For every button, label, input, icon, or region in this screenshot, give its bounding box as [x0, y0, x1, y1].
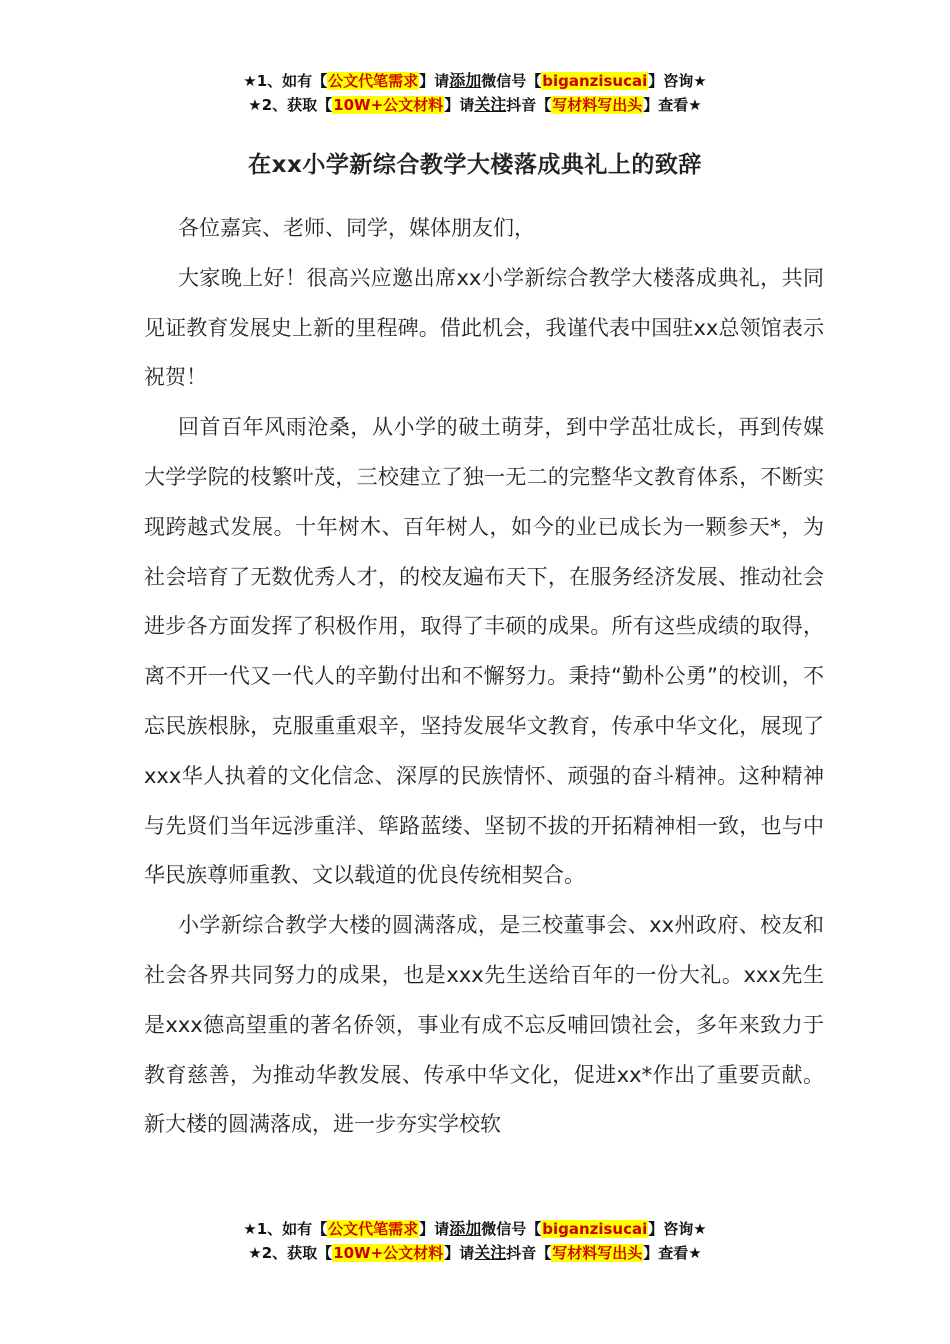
paragraph: 小学新综合教学大楼的圆满落成，是三校董事会、xx州政府、校友和社会各界共同努力的成果，也是xxx先生送给百年的一份大礼。xxx先生是xxx德高望重的著名侨领，事业有成不忘反哺回馈社会，多年来致力于教育慈善，为推动华教发展、传承中华文化，促进xx*作出了重要贡献。新大楼的圆满落成，进一步夯实学校软: [144, 913, 824, 1137]
notice-text: ★1、如有【: [243, 1220, 328, 1238]
notice-text: 】请: [444, 96, 475, 114]
notice-text: 】咨询★: [648, 72, 707, 90]
notice-highlight: 公文代笔需求: [328, 1220, 419, 1238]
header-notice: [0, 69, 950, 117]
notice-text: 】请: [444, 1244, 475, 1262]
paragraph: 大家晚上好！很高兴应邀出席xx小学新综合教学大楼落成典礼，共同见证教育发展史上新的里程碑。借此机会，我谨代表中国驻xx总领馆表示祝贺！: [144, 265, 824, 390]
notice-text: 抖音【: [506, 1244, 552, 1262]
notice-text: 微信号【: [481, 72, 542, 90]
footer-notice-line-1: [0, 1217, 950, 1241]
notice-highlight: 10W+公文材料: [333, 96, 444, 114]
header-notice-line-2: [0, 93, 950, 117]
notice-underline: 关注: [474, 1243, 507, 1262]
notice-text: ★1、如有【: [243, 72, 328, 90]
notice-highlight: biganzisucai: [542, 72, 648, 90]
notice-text: 】请: [419, 72, 450, 90]
notice-highlight: 写材料写出头: [552, 96, 643, 114]
notice-underline: 关注: [474, 95, 507, 114]
document-body: [144, 204, 824, 1150]
notice-text: ★2、获取【: [248, 96, 333, 114]
notice-highlight: 10W+公文材料: [333, 1244, 444, 1262]
footer-notice: [0, 1217, 950, 1265]
footer-notice-line-2: [0, 1241, 950, 1265]
notice-text: 】查看★: [643, 96, 702, 114]
document-title: 在xx小学新综合教学大楼落成典礼上的致辞: [248, 152, 702, 178]
notice-highlight: 写材料写出头: [552, 1244, 643, 1262]
paragraph-salutation: 各位嘉宾、老师、同学，媒体朋友们，: [178, 216, 535, 240]
notice-text: ★2、获取【: [248, 1244, 333, 1262]
notice-text: 微信号【: [481, 1220, 542, 1238]
notice-text: 】咨询★: [648, 1220, 707, 1238]
notice-underline: 添加: [449, 1219, 482, 1238]
paragraph: 回首百年风雨沧桑，从小学的破土萌芽，到中学茁壮成长，再到传媒大学学院的枝繁叶茂，三校建立了独一无二的完整华文教育体系，不断实现跨越式发展。十年树木、百年树人，如今的业已成长为一颗参天*，为社会培育了无数优秀人才，的校友遍布天下，在服务经济发展、推动社会进步各方面发挥了积极作用，取得了丰硕的成果。所有这些成绩的取得，离不开一代又一代人的辛勤付出和不懈努力。秉持“勤朴公勇”的校训，不忘民族根脉，克服重重艰辛，坚持发展华文教育，传承中华文化，展现了xxx华人执着的文化信念、深厚的民族情怀、顽强的奋斗精神。这种精神与先贤们当年远涉重洋、筚路蓝缕、坚韧不拔的开拓精神相一致，也与中华民族尊师重教、文以载道的优良传统相契合。: [144, 415, 824, 888]
notice-highlight: 公文代笔需求: [328, 72, 419, 90]
notice-text: 】查看★: [643, 1244, 702, 1262]
notice-text: 】请: [419, 1220, 450, 1238]
notice-underline: 添加: [449, 71, 482, 90]
notice-text: 抖音【: [506, 96, 552, 114]
notice-highlight: biganzisucai: [542, 1220, 648, 1238]
header-notice-line-1: [0, 69, 950, 93]
